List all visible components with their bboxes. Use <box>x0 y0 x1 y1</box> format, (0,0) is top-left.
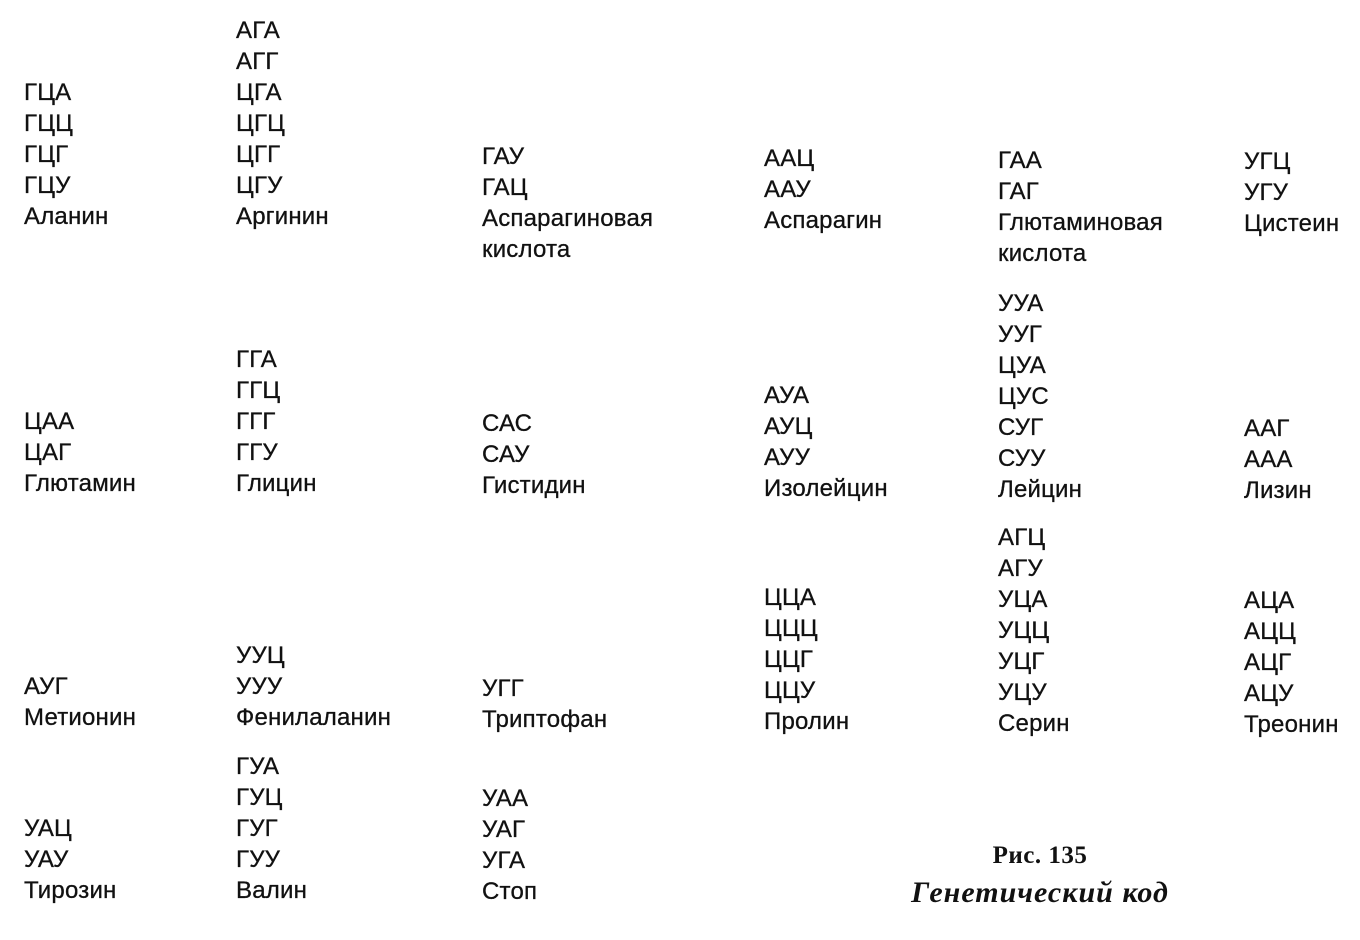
amino-acid-name: Глютаминовая <box>998 209 1163 236</box>
codon: АГГ <box>236 48 279 75</box>
amino-acid-entry <box>482 141 653 265</box>
codon: АЦЦ <box>1244 618 1297 645</box>
amino-acid-name: Лейцин <box>998 476 1083 503</box>
codon: ЦГГ <box>236 141 281 168</box>
codon: ААГ <box>1244 415 1290 442</box>
amino-acid-name: Серин <box>998 710 1070 737</box>
codon: ЦУА <box>998 352 1047 379</box>
codon: ГГГ <box>236 408 276 435</box>
amino-acid-name: Фенилаланин <box>236 704 392 731</box>
amino-acid-entry <box>998 522 1070 739</box>
amino-acid-entry <box>1244 413 1312 506</box>
codon: УУЦ <box>236 642 285 669</box>
codon: ГЦА <box>24 79 72 106</box>
amino-acid-entry <box>764 380 888 504</box>
codon: ААЦ <box>764 145 815 172</box>
codon: УГУ <box>1244 179 1289 206</box>
codon: УАА <box>482 785 529 812</box>
codon: ЦАА <box>24 408 75 435</box>
codon: ГЦГ <box>24 141 69 168</box>
codon: АУГ <box>24 673 68 700</box>
codon: ЦУС <box>998 383 1049 410</box>
amino-acid-entry <box>236 751 307 906</box>
amino-acid-entry <box>998 145 1163 269</box>
codon: ЦГА <box>236 79 282 106</box>
codon: УУГ <box>998 321 1043 348</box>
codon: СУУ <box>998 445 1046 472</box>
amino-acid-entry <box>24 671 136 733</box>
codon: ГГА <box>236 346 277 373</box>
codon: ГАГ <box>998 178 1039 205</box>
amino-acid-entry <box>236 15 329 232</box>
amino-acid-name: кислота <box>482 236 571 263</box>
codon: УЦУ <box>998 679 1047 706</box>
amino-acid-name: кислота <box>998 240 1087 267</box>
amino-acid-entry <box>1244 585 1339 740</box>
codon: АУУ <box>764 444 811 471</box>
codon: САУ <box>482 441 530 468</box>
amino-acid-name: Триптофан <box>482 706 608 733</box>
codon: АГЦ <box>998 524 1046 551</box>
amino-acid-entry <box>24 77 108 232</box>
codon: УГА <box>482 847 526 874</box>
codon: АЦГ <box>1244 649 1292 676</box>
amino-acid-entry <box>482 673 607 735</box>
amino-acid-name: Аспарагиновая <box>482 205 654 232</box>
amino-acid-entry <box>764 143 882 236</box>
codon: ГАУ <box>482 143 525 170</box>
codon: ГЦЦ <box>24 110 74 137</box>
amino-acid-name: Треонин <box>1244 711 1339 738</box>
codon: ГГУ <box>236 439 278 466</box>
codon: УГГ <box>482 675 524 702</box>
amino-acid-entry <box>236 640 391 733</box>
amino-acid-entry <box>1244 146 1339 239</box>
codon: УЦА <box>998 586 1048 613</box>
amino-acid-name: Аланин <box>24 203 109 230</box>
codon: УАЦ <box>24 815 73 842</box>
codon: ГГЦ <box>236 377 281 404</box>
codon: УАУ <box>24 846 69 873</box>
codon: АЦА <box>1244 587 1295 614</box>
amino-acid-name: Аспарагин <box>764 207 883 234</box>
amino-acid-entry <box>236 344 317 499</box>
codon: ЦЦЦ <box>764 615 818 642</box>
amino-acid-entry <box>24 406 136 499</box>
codon: АЦУ <box>1244 680 1294 707</box>
codon: ЦАГ <box>24 439 72 466</box>
codon: ГУУ <box>236 846 281 873</box>
codon: УЦГ <box>998 648 1045 675</box>
amino-acid-entry <box>482 408 586 501</box>
codon: ГУГ <box>236 815 278 842</box>
codon: АГУ <box>998 555 1043 582</box>
codon: ЦГЦ <box>236 110 286 137</box>
figure-title: Генетический код <box>911 876 1169 909</box>
codon: УУУ <box>236 673 283 700</box>
codon: ЦЦГ <box>764 646 814 673</box>
codon: УГЦ <box>1244 148 1291 175</box>
amino-acid-name: Метионин <box>24 704 137 731</box>
codon: ГУЦ <box>236 784 283 811</box>
amino-acid-name: Стоп <box>482 878 538 905</box>
amino-acid-name: Валин <box>236 877 308 904</box>
codon: УУА <box>998 290 1044 317</box>
codon: ГАА <box>998 147 1043 174</box>
codon: ЦГУ <box>236 172 283 199</box>
amino-acid-entry <box>482 783 537 907</box>
codon: ГЦУ <box>24 172 71 199</box>
codon: АУЦ <box>764 413 813 440</box>
amino-acid-name: Глютамин <box>24 470 136 497</box>
codon: СУГ <box>998 414 1044 441</box>
codon: АУА <box>764 382 810 409</box>
codon: УАГ <box>482 816 526 843</box>
codon: ААА <box>1244 446 1293 473</box>
codon: ГАЦ <box>482 174 528 201</box>
amino-acid-entry <box>998 288 1082 505</box>
codon: УЦЦ <box>998 617 1050 644</box>
amino-acid-entry <box>764 582 849 737</box>
amino-acid-name: Гистидин <box>482 472 586 499</box>
codon: ГУА <box>236 753 280 780</box>
amino-acid-name: Цистеин <box>1244 210 1340 237</box>
codon: САС <box>482 410 533 437</box>
amino-acid-name: Тирозин <box>24 877 117 904</box>
figure-number: Рис. 135 <box>992 842 1088 869</box>
codon: ЦЦА <box>764 584 817 611</box>
amino-acid-name: Изолейцин <box>764 475 888 502</box>
amino-acid-name: Пролин <box>764 708 850 735</box>
amino-acid-name: Глицин <box>236 470 317 497</box>
amino-acid-name: Лизин <box>1244 477 1312 504</box>
codon: ЦЦУ <box>764 677 816 704</box>
amino-acid-entry <box>24 813 117 906</box>
amino-acid-name: Аргинин <box>236 203 329 230</box>
codon: АГА <box>236 17 281 44</box>
codon: ААУ <box>764 176 811 203</box>
